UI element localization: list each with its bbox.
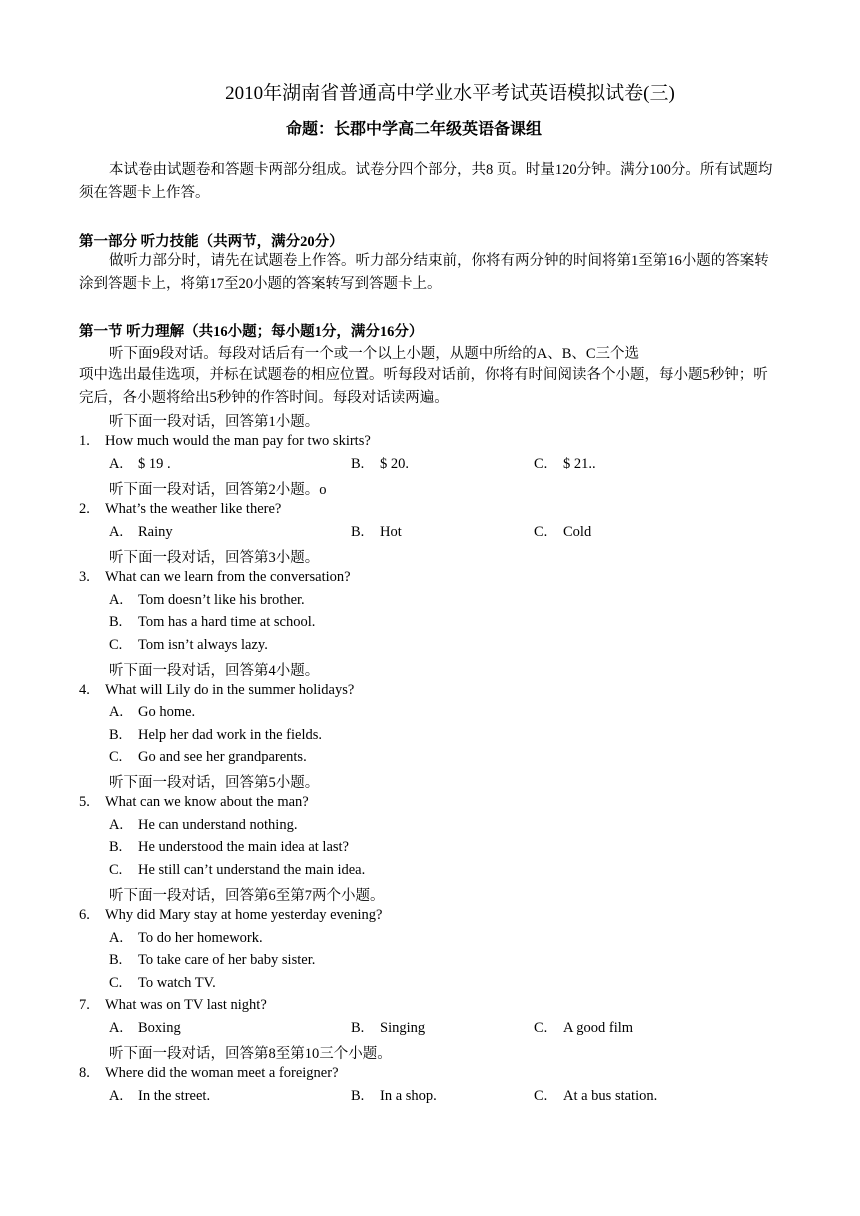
answer-option [351, 524, 402, 541]
option-letter: C. [109, 862, 123, 878]
option-text: Hot [380, 524, 402, 540]
question-number: 1. [79, 433, 90, 449]
option-text: To take care of her baby sister. [138, 952, 316, 968]
answer-option [351, 1020, 425, 1037]
option-letter: A. [109, 1020, 124, 1036]
listening-note: 听下面一段对话，回答第8至第10三个小题。 [109, 1046, 392, 1062]
answer-option [534, 456, 596, 473]
option-text: In the street. [138, 1088, 211, 1104]
answer-option [109, 524, 173, 541]
option-letter: A. [109, 1088, 124, 1104]
option-letter: A. [109, 456, 124, 472]
question-number: 2. [79, 501, 90, 517]
option-letter: C. [534, 1088, 548, 1104]
question-text: Why did Mary stay at home yesterday evening? [105, 907, 383, 923]
question-number: 8. [79, 1065, 90, 1081]
option-letter: C. [534, 1020, 548, 1036]
option-letter: A. [109, 524, 124, 540]
answer-option [109, 1020, 181, 1037]
question-number: 3. [79, 569, 90, 585]
option-letter: B. [109, 614, 123, 630]
option-letter: C. [109, 749, 123, 765]
listening-note: 听下面一段对话，回答第4小题。 [109, 663, 320, 679]
option-text: At a bus station. [563, 1088, 658, 1104]
listening-note: 听下面一段对话，回答第5小题。 [109, 775, 320, 791]
answer-option [109, 930, 263, 947]
question-text: What can we know about the man? [105, 794, 309, 810]
option-text: Go home. [138, 704, 196, 720]
option-letter: B. [109, 952, 123, 968]
option-text: Boxing [138, 1020, 181, 1036]
option-text: Singing [380, 1020, 426, 1036]
option-text: Rainy [138, 524, 173, 540]
option-letter: C. [109, 975, 123, 991]
question-number: 4. [79, 682, 90, 698]
option-letter: B. [351, 1088, 365, 1104]
intro-text: 本试卷由试题卷和答题卡两部分组成。试卷分四个部分，共8 页。时量120分钟。满分100分。所有试题均须在答题卡上作答。 [79, 162, 773, 201]
answer-option [109, 862, 365, 879]
section1-heading: 第一节 听力理解（共16小题；每小题1分，满分16分） [79, 324, 424, 340]
option-text: He can understand nothing. [138, 817, 298, 833]
option-text: Cold [563, 524, 592, 540]
answer-option [109, 749, 307, 766]
question-text: What was on TV last night? [105, 997, 267, 1013]
option-text: He understood the main idea at last? [138, 839, 349, 855]
listening-note: 听下面一段对话，回答第3小题。 [109, 550, 320, 566]
section1-line1: 听下面9段对话。每段对话后有一个或一个以上小题，从题中所给的A、B、C三个选 [109, 346, 640, 362]
listening-note: 听下面一段对话，回答第1小题。 [109, 414, 320, 430]
listening-note: 听下面一段对话，回答第2小题。o [109, 482, 327, 498]
answer-option [109, 592, 305, 609]
answer-option [109, 637, 268, 654]
answer-option [109, 817, 297, 834]
option-text: $ 20. [380, 456, 409, 472]
exam-author: 命题：长郡中学高二年级英语备课组 [285, 121, 542, 138]
option-letter: A. [109, 592, 124, 608]
answer-option [109, 704, 195, 721]
option-text: To watch TV. [138, 975, 216, 991]
answer-option [109, 1088, 210, 1105]
option-letter: A. [109, 930, 124, 946]
answer-option [534, 1020, 633, 1037]
option-text: To do her homework. [138, 930, 263, 946]
question-text: What can we learn from the conversation? [105, 569, 351, 585]
question-text: Where did the woman meet a foreigner? [105, 1065, 339, 1081]
question-number: 7. [79, 997, 90, 1013]
section1-line2-text: 项中选出最佳选项，并标在试题卷的相应位置。听每段对话前，你将有时间阅读各个小题，每小题5秒钟；听完后，各小题将给出5秒钟的作答时间。每段对话读两遍。 [79, 367, 768, 406]
option-text: Tom doesn’t like his brother. [138, 592, 305, 608]
answer-option [109, 952, 315, 969]
option-letter: C. [534, 456, 548, 472]
answer-option [109, 839, 349, 856]
option-letter: A. [109, 817, 124, 833]
option-letter: B. [351, 456, 365, 472]
listening-note: 听下面一段对话，回答第6至第7两个小题。 [109, 888, 385, 904]
question-text: What will Lily do in the summer holidays? [105, 682, 355, 698]
answer-option [109, 727, 322, 744]
option-letter: B. [109, 727, 123, 743]
option-letter: C. [534, 524, 548, 540]
option-text: Tom has a hard time at school. [138, 614, 316, 630]
option-text: $ 19 . [138, 456, 171, 472]
option-text: Tom isn’t always lazy. [138, 637, 268, 653]
option-text: A good film [563, 1020, 634, 1036]
option-letter: B. [351, 524, 365, 540]
option-text: He still can’t understand the main idea. [138, 862, 366, 878]
question-text: What’s the weather like there? [105, 501, 282, 517]
question-number: 6. [79, 907, 90, 923]
answer-option [109, 614, 315, 631]
option-letter: C. [109, 637, 123, 653]
question-number: 5. [79, 794, 90, 810]
option-text: $ 21.. [563, 456, 596, 472]
answer-option [109, 975, 216, 992]
option-letter: A. [109, 704, 124, 720]
part1-heading: 第一部分 听力技能（共两节，满分20分） [79, 234, 344, 250]
exam-title: 2010年湖南省普通高中学业水平考试英语模拟试卷(三) [225, 83, 675, 104]
option-text: Help her dad work in the fields. [138, 727, 323, 743]
answer-option [534, 524, 591, 541]
section1-line2 [79, 364, 781, 410]
part1-text: 做听力部分时，请先在试题卷上作答。听力部分结束前，你将有两分钟的时间将第1至第16小题的答案转涂到答题卡上，将第17至20小题的答案转写到答题卡上。 [79, 253, 769, 292]
option-letter: B. [351, 1020, 365, 1036]
answer-option [534, 1088, 657, 1105]
option-text: Go and see her grandparents. [138, 749, 307, 765]
answer-option [351, 1088, 437, 1105]
answer-option [109, 456, 171, 473]
option-letter: B. [109, 839, 123, 855]
option-text: In a shop. [380, 1088, 437, 1104]
part1-instructions [79, 250, 781, 296]
answer-option [351, 456, 409, 473]
question-text: How much would the man pay for two skirts? [105, 433, 371, 449]
exam-intro [79, 159, 781, 205]
